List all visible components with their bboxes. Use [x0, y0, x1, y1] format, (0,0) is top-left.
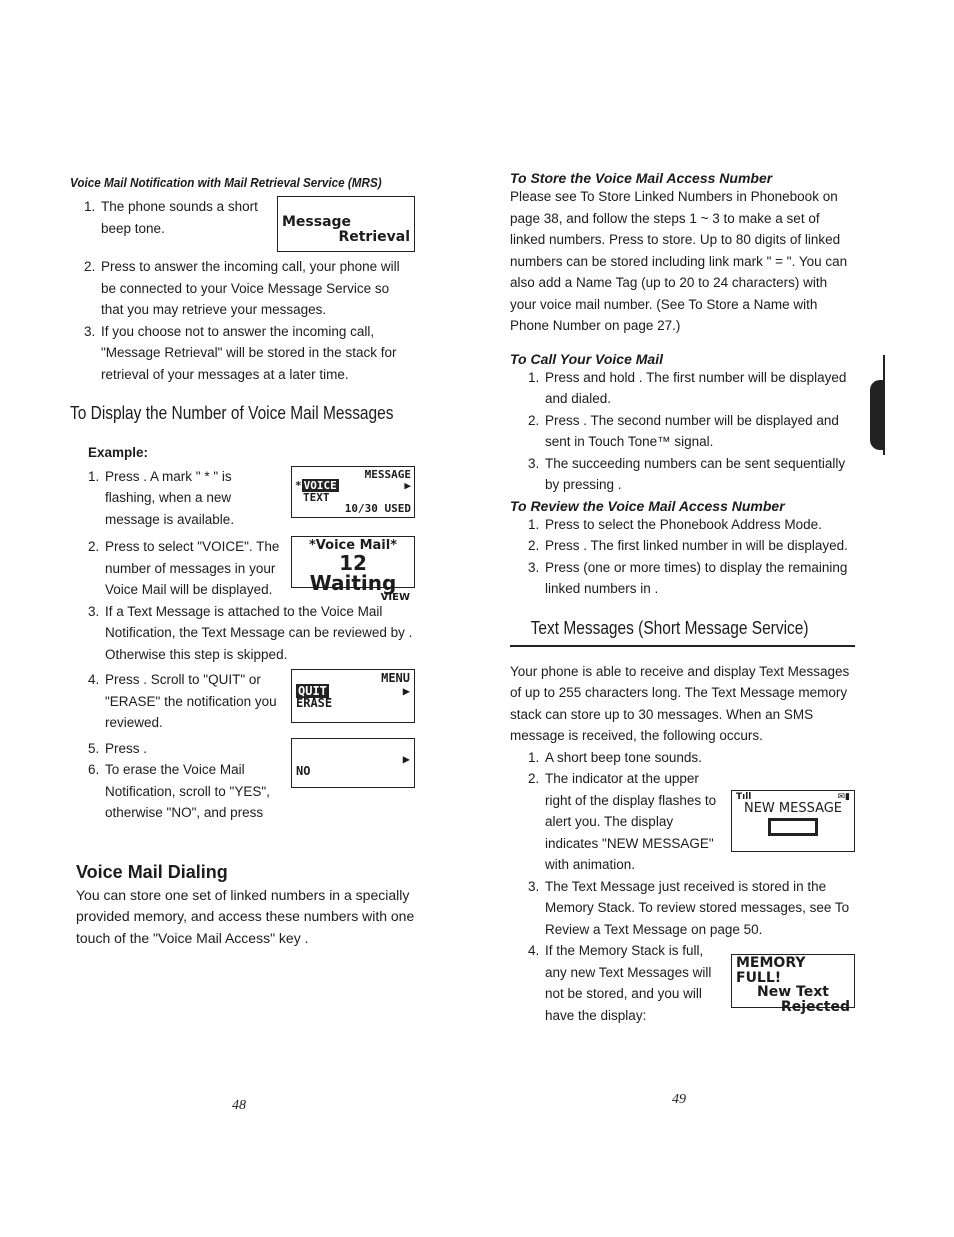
- display-step-2: 2. Press to select "VOICE". The number of messages in your Voice Mail will be displayed.: [88, 539, 280, 597]
- lcd-menu-quit-erase: MENU QUIT ▶ ERASE: [291, 669, 415, 723]
- store-text: Please see To Store Linked Numbers in Phonebook on page 38, and follow the steps 1 ~ 3 to make a set of linked numbers. Press to store. Up to 80 digits of linked numbers can be stored including link mark " = ". You can also add a Name Tag (up to 20 to 24 characters) with your voice mail number. (See To Store a Name with Phone Number on page 27.): [510, 189, 848, 333]
- lcd-message-voice: MESSAGE * VOICE ▶ TEXT 10/30 USED: [291, 466, 415, 518]
- sms-intro: Your phone is able to receive and display Text Messages of up to 255 characters long. The Text Message memory stack can store up to 30 messages. When an SMS message is received, the following occurs.: [510, 663, 850, 743]
- example-label: Example:: [88, 445, 149, 460]
- signal-icon: Tıll: [736, 792, 752, 802]
- display-step-3: 3. If a Text Message is attached to the Voice Mail Notification, the Text Message can be reviewed by . Otherwise this step is skipped.: [88, 603, 413, 662]
- display-step-1: 1. Press . A mark " * " is flashing, when a new message is available.: [88, 468, 235, 527]
- mrs-heading: Voice Mail Notification with Mail Retrieval Service (MRS): [70, 175, 382, 190]
- right-page: [510, 170, 855, 1026]
- display-heading: To Display the Number of Voice Mail Messages: [70, 403, 394, 423]
- review-step-2: 2. Press . The first linked number in will be displayed.: [528, 538, 848, 553]
- call-step-2: 2. Press . The second number will be displayed and sent in Touch Tone™ signal.: [528, 412, 839, 449]
- page-number-left: 48: [232, 1098, 246, 1113]
- review-step-3: 3. Press (one or more times) to display the remaining linked numbers in .: [528, 559, 848, 596]
- display-step-5: 5. Press .: [88, 740, 148, 756]
- call-step-3: 3. The succeeding numbers can be sent sequentially by pressing .: [528, 455, 846, 492]
- sms-heading-rule: [510, 645, 855, 647]
- lcd-message-retrieval: Message Retrieval: [277, 196, 415, 252]
- sms-step-3: 3. The Text Message just received is stored in the Memory Stack. To review stored messages, see To Review a Text Message on page 50.: [528, 878, 850, 937]
- sms-step-1: 1. A short beep tone sounds.: [528, 749, 702, 765]
- mrs-step-1: 1. The phone sounds a short beep tone.: [84, 199, 258, 236]
- display-step-4: 4. Press . Scroll to "QUIT" or "ERASE" the notification you reviewed.: [88, 672, 277, 730]
- lcd-memory-full: MEMORY FULL! New Text Rejected: [731, 954, 855, 1008]
- review-heading: To Review the Voice Mail Access Number: [510, 497, 785, 514]
- lcd-new-message: Tıll ✉▮ NEW MESSAGE: [731, 790, 855, 852]
- lcd-erase-no: ▶ NO: [291, 738, 415, 788]
- lcd-voice-mail-waiting: *Voice Mail* 12 Waiting VIEW: [291, 536, 415, 588]
- dialing-heading: Voice Mail Dialing: [76, 861, 228, 882]
- sms-step-2: 2. The indicator at the upper right of the display flashes to alert you. The display indicates "NEW MESSAGE" with animation.: [528, 771, 717, 872]
- mrs-step-3: 3. If you choose not to answer the incoming call, "Message Retrieval" will be stored in the stack for retrieval of your messages at a later time.: [84, 323, 397, 382]
- review-step-1: 1. Press to select the Phonebook Address Mode.: [528, 516, 822, 532]
- call-heading: To Call Your Voice Mail: [510, 350, 663, 367]
- left-page: [70, 175, 415, 949]
- page-number-right: 49: [672, 1092, 686, 1107]
- sms-heading: Text Messages (Short Message Service): [530, 617, 809, 638]
- envelope-animation-icon: [768, 818, 818, 836]
- mrs-step-2: 2. Press to answer the incoming call, your phone will be connected to your Voice Message Service so that you may retrieve your messages.: [84, 259, 400, 317]
- store-heading: To Store the Voice Mail Access Number: [510, 170, 773, 186]
- page-tab-marker: [870, 380, 884, 450]
- display-step-6: 6. To erase the Voice Mail Notification, scroll to "YES", otherwise "NO", and press: [88, 762, 270, 820]
- call-step-1: 1. Press and hold . The first number will be displayed and dialed.: [528, 369, 847, 406]
- dialing-text: You can store one set of linked numbers in a specially provided memory, and access these numbers with one touch of the "Voice Mail Access" key .: [76, 886, 415, 946]
- envelope-battery-icon: ✉▮: [837, 792, 850, 802]
- sms-step-4: 4. If the Memory Stack is full, any new Text Messages will not be stored, and you will have the display:: [528, 943, 712, 1023]
